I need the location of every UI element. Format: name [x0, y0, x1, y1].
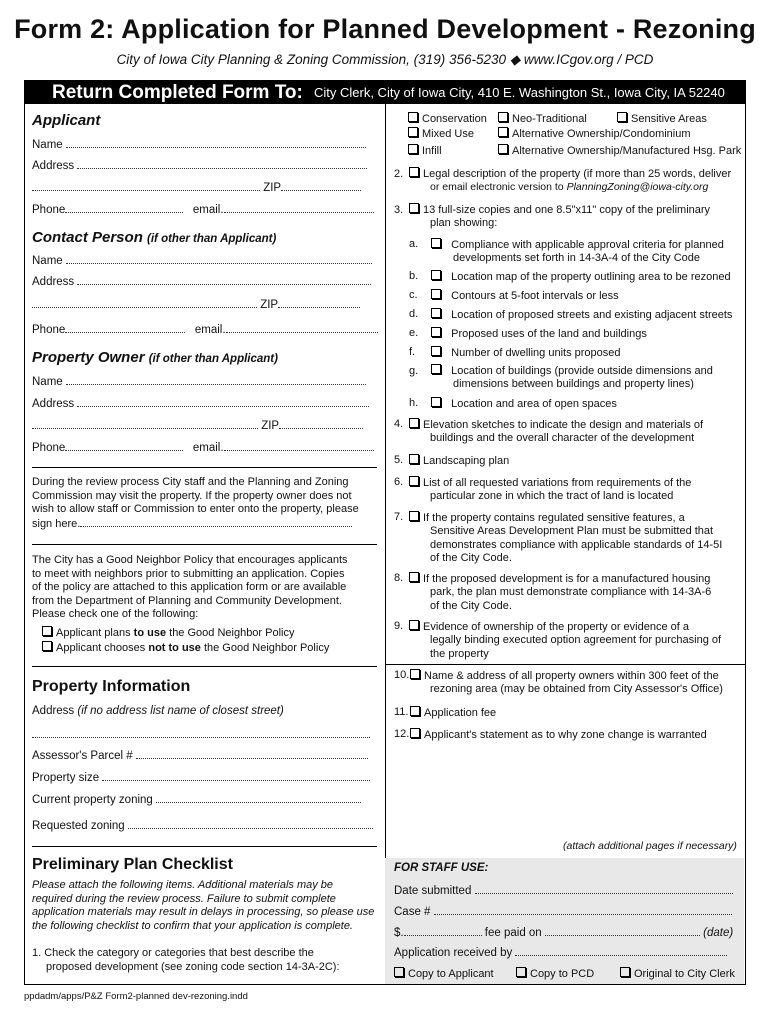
sub-item-letter: b. — [409, 270, 419, 282]
checklist-item-1: 1. Check the category or categories that best describe the proposed development (see zoning code section 14-3A-2C): — [32, 947, 340, 973]
case-number-field[interactable] — [394, 905, 732, 918]
field-label: Date submitted — [394, 885, 472, 897]
staff-use-box — [385, 858, 744, 984]
checkbox[interactable] — [409, 203, 419, 213]
owner-phone-field[interactable] — [32, 441, 374, 454]
field-label: Name — [32, 139, 63, 151]
item-number: 2. — [394, 168, 404, 180]
checkbox[interactable] — [431, 289, 441, 299]
checkbox[interactable] — [394, 967, 404, 977]
property-size-field[interactable] — [32, 771, 370, 784]
checkbox[interactable] — [409, 511, 419, 521]
attach-note: (attach additional pages if necessary) — [563, 840, 737, 852]
copy-to-applicant[interactable]: Copy to Applicant — [394, 967, 494, 982]
field-label: Phone — [32, 442, 66, 454]
field-label: fee paid on — [484, 927, 542, 939]
checkbox[interactable] — [409, 620, 419, 630]
divider — [32, 846, 377, 847]
sub-item-a-cont: developments set forth in 14-3A-4 of the City Code — [453, 252, 701, 264]
checkbox[interactable] — [409, 476, 419, 486]
applicant-address-field[interactable] — [32, 159, 367, 172]
checklist-item-4-cont: buildings and the overall character of the development — [430, 432, 695, 444]
field-label: $. — [394, 927, 404, 939]
checkbox[interactable] — [410, 728, 420, 738]
requested-zoning-field[interactable] — [32, 819, 373, 832]
contact-name-field[interactable] — [32, 254, 372, 267]
checklist-item-2[interactable]: Legal description of the property (if more than 25 words, deliver — [409, 167, 731, 182]
checkbox[interactable] — [409, 167, 419, 177]
checklist-item-4[interactable]: Elevation sketches to indicate the design and materials of — [409, 418, 703, 433]
checklist-item-2-cont: or email electronic version to PlanningZoning@iowa-city.org — [430, 181, 709, 193]
checklist-item-10-cont: rezoning area (may be obtained from City Assessor's Office) — [430, 683, 723, 695]
form-subtitle: City of Iowa City Planning & Zoning Commission, (319) 356-5230 ◆ www.ICgov.org / PCD — [116, 52, 654, 67]
sub-item-a[interactable]: Compliance with applicable approval criteria for planned — [431, 238, 724, 253]
received-by-field[interactable] — [394, 946, 727, 959]
checkbox[interactable] — [431, 270, 441, 280]
field-label: email. — [192, 204, 224, 216]
neighbor-option-not-use[interactable]: Applicant chooses not to use the Good Neighbor Policy — [42, 641, 329, 654]
checklist-item-8[interactable]: If the proposed development is for a manufactured housing — [409, 572, 710, 587]
checkbox[interactable] — [431, 346, 441, 356]
owner-heading: Property Owner (if other than Applicant) — [32, 349, 278, 366]
checkbox[interactable] — [409, 572, 419, 582]
form-title: Form 2: Application for Planned Development - Rezoning — [14, 14, 756, 44]
original-to-clerk[interactable]: Original to City Clerk — [620, 967, 735, 982]
checkbox[interactable] — [408, 112, 418, 122]
item-number: 8. — [394, 572, 404, 584]
owner-name-field[interactable] — [32, 375, 366, 388]
sub-item-f[interactable]: Number of dwelling units proposed — [431, 346, 621, 361]
sub-item-letter: f. — [409, 346, 416, 358]
checkbox[interactable] — [409, 418, 419, 428]
checklist-item-7[interactable]: If the property contains regulated sensitive features, a — [409, 511, 685, 526]
column-divider — [385, 104, 386, 858]
sub-item-c[interactable]: Contours at 5-foot intervals or less — [431, 289, 619, 304]
item-number: 7. — [394, 511, 404, 523]
sub-item-letter: g. — [409, 365, 419, 377]
fee-paid-field[interactable]: $. fee paid on (date) — [394, 927, 734, 939]
sub-item-b[interactable]: Location map of the property outlining area to be rezoned — [431, 270, 731, 285]
item-number: 9. — [394, 620, 404, 632]
field-label: Address — [32, 160, 75, 172]
divider — [32, 467, 377, 468]
sub-item-h[interactable]: Location and area of open spaces — [431, 397, 617, 412]
item-number: 3. — [394, 204, 404, 216]
category-neo-traditional[interactable]: Neo-Traditional — [498, 112, 587, 127]
checklist-item-12[interactable]: Applicant's statement as to why zone change is warranted — [410, 728, 707, 743]
checklist-item-9-cont: legally binding executed option agreement for purchasing of the property — [430, 634, 722, 660]
applicant-zip-field[interactable] — [32, 181, 361, 194]
category-conservation[interactable]: Conservation — [408, 112, 487, 127]
checkbox[interactable] — [516, 967, 526, 977]
field-label: Address — [32, 398, 75, 410]
field-label: Case # — [394, 906, 431, 918]
field-label: Address — [32, 276, 75, 288]
field-label: Name — [32, 376, 63, 388]
checkbox[interactable] — [498, 112, 508, 122]
sign-here-field[interactable]: sign here. — [32, 517, 359, 532]
category-alt-condo[interactable]: Alternative Ownership/Condominium — [498, 127, 691, 142]
checkbox[interactable] — [620, 967, 630, 977]
parcel-field[interactable] — [32, 749, 368, 762]
staff-heading: FOR STAFF USE: — [394, 862, 489, 874]
category-infill[interactable]: Infill — [408, 144, 442, 159]
field-label: Current property zoning — [32, 794, 153, 806]
checkbox[interactable] — [409, 454, 419, 464]
item-number: 10. — [394, 669, 410, 681]
checkbox[interactable] — [498, 144, 508, 154]
field-label: Property size — [32, 772, 100, 784]
item-number: 12. — [394, 728, 410, 740]
contact-heading: Contact Person (if other than Applicant) — [32, 229, 277, 246]
property-heading: Property Information — [32, 678, 191, 695]
divider — [32, 666, 377, 667]
checkbox[interactable] — [431, 238, 441, 248]
field-label: Requested zoning — [32, 820, 125, 832]
checkbox[interactable] — [617, 112, 627, 122]
checkbox[interactable] — [408, 144, 418, 154]
checklist-item-6-cont: particular zone in which the tract of land is located — [430, 490, 674, 502]
checklist-item-7-cont: Sensitive Areas Development Plan must be submitted that demonstrates compliance with applicable standards of 14-5I of the City Code. — [430, 525, 723, 564]
field-label: Assessor's Parcel # — [32, 750, 133, 762]
checklist-item-5[interactable]: Landscaping plan — [409, 454, 509, 469]
field-label: ZIP — [260, 299, 279, 311]
contact-zip-field[interactable] — [32, 298, 360, 311]
checkbox[interactable] — [498, 127, 508, 137]
checklist-instructions: Please attach the following items. Additional materials may be required during the review process. Failure to submit complete application materials may result in delays in processing, so please use the following checklist to confirm that your application is complete. — [32, 879, 375, 932]
checkbox[interactable] — [431, 308, 441, 318]
contact-address-field[interactable] — [32, 275, 371, 288]
field-label: Name — [32, 255, 63, 267]
review-text: During the review process City staff and the Planning and Zoning Commission may visit the property. If the property owner does not wish to allow staff or Commission to enter onto the property, please sign here. — [32, 476, 359, 530]
checklist-item-9[interactable]: Evidence of ownership of the property or evidence of a — [409, 620, 689, 635]
sub-item-g-cont: dimensions between buildings and property lines) — [453, 378, 694, 390]
checkbox[interactable] — [410, 706, 420, 716]
return-label: Return Completed Form To: — [52, 82, 303, 103]
category-alt-manufactured[interactable]: Alternative Ownership/Manufactured Hsg. Park — [498, 144, 741, 159]
checkbox[interactable] — [42, 626, 52, 636]
applicant-heading: Applicant — [32, 112, 101, 129]
divider — [32, 544, 377, 545]
checklist-item-6[interactable]: List of all requested variations from requirements of the — [409, 476, 691, 491]
current-zoning-field[interactable] — [32, 793, 361, 806]
checklist-item-3-cont: plan showing: — [430, 217, 498, 229]
checkbox[interactable] — [431, 327, 441, 337]
return-bar — [24, 80, 746, 104]
checkbox[interactable] — [431, 364, 441, 374]
field-label: email. — [194, 324, 226, 336]
checklist-heading: Preliminary Plan Checklist — [32, 856, 233, 873]
sub-item-e[interactable]: Proposed uses of the land and buildings — [431, 327, 647, 342]
neighbor-option-use[interactable]: Applicant plans to use the Good Neighbor Policy — [42, 626, 295, 639]
sub-item-d[interactable]: Location of proposed streets and existing adjacent streets — [431, 308, 732, 323]
checkbox[interactable] — [410, 669, 420, 679]
field-label: Phone — [32, 204, 66, 216]
checkbox[interactable] — [408, 127, 418, 137]
applicant-phone-field[interactable] — [32, 203, 374, 216]
property-address-label: Address (if no address list name of closest street) — [32, 705, 284, 717]
field-label: Application received by — [394, 947, 513, 959]
checklist-item-8-cont: park, the plan must demonstrate compliance with 14-3A-6 of the City Code. — [430, 586, 712, 612]
copy-to-pcd[interactable]: Copy to PCD — [516, 967, 594, 982]
sub-item-letter: c. — [409, 289, 418, 301]
sub-item-g[interactable]: Location of buildings (provide outside dimensions and — [431, 364, 713, 379]
category-mixed-use[interactable]: Mixed Use — [408, 127, 474, 142]
return-address: City Clerk, City of Iowa City, 410 E. Washington St., Iowa City, IA 52240 — [314, 85, 725, 100]
item-number: 5. — [394, 454, 404, 466]
checkbox[interactable] — [42, 641, 52, 651]
category-sensitive-areas[interactable]: Sensitive Areas — [617, 112, 707, 127]
item-number: 4. — [394, 418, 404, 430]
neighbor-policy-text: The City has a Good Neighbor Policy that encourages applicants to meet with neighbors prior to submitting an application. Copies of the policy are attached to this application form or are available from the Department of Planning and Community Development. Please check one of the following: — [32, 554, 348, 620]
checkbox[interactable] — [431, 397, 441, 407]
field-label: Phone — [32, 324, 66, 336]
checklist-item-11[interactable]: Application fee — [410, 706, 496, 721]
field-label: ZIP — [261, 420, 280, 432]
item-number: 11. — [394, 706, 409, 718]
field-label: ZIP — [263, 182, 282, 194]
applicant-name-field[interactable] — [32, 138, 366, 151]
sub-item-letter: a. — [409, 238, 419, 250]
property-address-field[interactable] — [32, 728, 370, 741]
contact-phone-field[interactable] — [32, 323, 378, 336]
checklist-item-3[interactable]: 13 full-size copies and one 8.5"x11" copy of the preliminary — [409, 203, 710, 218]
item-number: 6. — [394, 476, 404, 488]
owner-address-field[interactable] — [32, 397, 369, 410]
sub-item-letter: e. — [409, 327, 419, 339]
sub-item-letter: d. — [409, 308, 419, 320]
divider — [386, 664, 745, 665]
checklist-item-10[interactable]: Name & address of all property owners within 300 feet of the — [410, 669, 719, 684]
footer-file-path: ppdadm/apps/P&Z Form2-planned dev-rezoning.indd — [24, 991, 248, 1002]
owner-zip-field[interactable] — [32, 419, 363, 432]
sub-item-letter: h. — [409, 397, 419, 409]
date-submitted-field[interactable] — [394, 884, 733, 897]
field-label: email. — [192, 442, 224, 454]
